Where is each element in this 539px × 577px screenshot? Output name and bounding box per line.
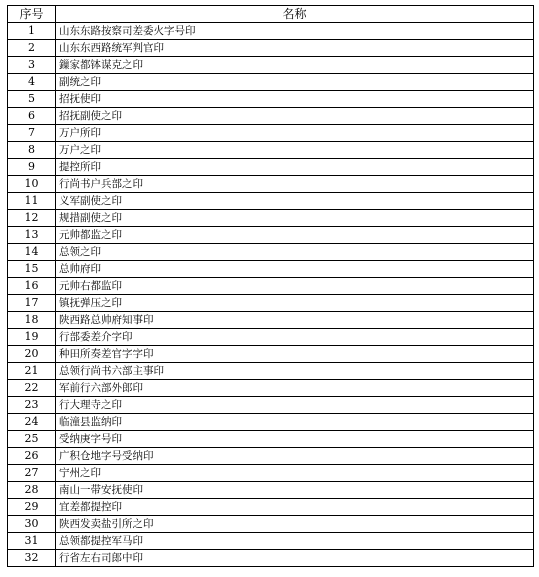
row-name-cell: 宁州之印 [56,465,534,482]
row-number-cell: 2 [8,40,56,57]
table-row [8,261,534,278]
table-row [8,227,534,244]
table-row [8,397,534,414]
row-name-cell: 元帅都监之印 [56,227,534,244]
row-name-cell: 陕西发卖盐引所之印 [56,516,534,533]
row-number-cell: 8 [8,142,56,159]
row-number-cell: 17 [8,295,56,312]
row-number-cell: 13 [8,227,56,244]
table-row [8,550,534,567]
table-row [8,363,534,380]
table-row [8,431,534,448]
row-name-cell: 总领行尚书六部主事印 [56,363,534,380]
row-name-cell: 南山一带安抚使印 [56,482,534,499]
row-number-cell: 31 [8,533,56,550]
row-number-cell: 1 [8,23,56,40]
table-row [8,295,534,312]
row-name-cell: 行大理寺之印 [56,397,534,414]
row-number-cell: 26 [8,448,56,465]
row-number-cell: 30 [8,516,56,533]
row-number-cell: 10 [8,176,56,193]
table-row [8,533,534,550]
row-number-cell: 29 [8,499,56,516]
row-number-cell: 15 [8,261,56,278]
table-row [8,159,534,176]
table-row [8,74,534,91]
table-row [8,329,534,346]
row-number-cell: 27 [8,465,56,482]
table-row [8,278,534,295]
row-name-cell: 万户所印 [56,125,534,142]
row-name-cell: 总领都提控军马印 [56,533,534,550]
row-name-cell: 镇抚弹压之印 [56,295,534,312]
table-row [8,142,534,159]
table-row [8,482,534,499]
row-number-cell: 7 [8,125,56,142]
row-name-cell: 总帅府印 [56,261,534,278]
header-number: 序号 [8,6,56,23]
row-name-cell: 行尚书户兵部之印 [56,176,534,193]
row-name-cell: 提控所印 [56,159,534,176]
row-number-cell: 14 [8,244,56,261]
row-number-cell: 16 [8,278,56,295]
row-name-cell: 行部委差介字印 [56,329,534,346]
row-name-cell: 行省左右司郎中印 [56,550,534,567]
row-name-cell: 山东东西路统军判官印 [56,40,534,57]
row-number-cell: 18 [8,312,56,329]
row-number-cell: 32 [8,550,56,567]
row-number-cell: 25 [8,431,56,448]
seal-table [7,5,534,567]
row-number-cell: 28 [8,482,56,499]
row-name-cell: 鏁家都钵谋克之印 [56,57,534,74]
row-name-cell: 受纳庚字号印 [56,431,534,448]
row-name-cell: 元帅右都监印 [56,278,534,295]
header-row [8,6,534,23]
row-name-cell: 山东东路按察司差委火字号印 [56,23,534,40]
table-row [8,414,534,431]
table-row [8,499,534,516]
row-name-cell: 广积仓地字号受纳印 [56,448,534,465]
row-number-cell: 19 [8,329,56,346]
table-row [8,516,534,533]
table-row [8,210,534,227]
row-name-cell: 总领之印 [56,244,534,261]
table-body [8,23,534,567]
row-number-cell: 23 [8,397,56,414]
table-row [8,108,534,125]
table-row [8,23,534,40]
row-name-cell: 招抚使印 [56,91,534,108]
row-number-cell: 9 [8,159,56,176]
row-name-cell: 陕西路总帅府知事印 [56,312,534,329]
row-number-cell: 11 [8,193,56,210]
row-number-cell: 22 [8,380,56,397]
row-name-cell: 规措副使之印 [56,210,534,227]
row-name-cell: 临潼县监纳印 [56,414,534,431]
row-name-cell: 万户之印 [56,142,534,159]
row-name-cell: 宜差都提控印 [56,499,534,516]
row-number-cell: 4 [8,74,56,91]
row-name-cell: 义军副使之印 [56,193,534,210]
seal-table-container [7,5,534,567]
row-number-cell: 5 [8,91,56,108]
table-row [8,346,534,363]
row-number-cell: 20 [8,346,56,363]
table-row [8,465,534,482]
row-number-cell: 6 [8,108,56,125]
table-row [8,312,534,329]
header-name: 名称 [56,6,534,23]
row-number-cell: 24 [8,414,56,431]
table-row [8,244,534,261]
row-number-cell: 21 [8,363,56,380]
row-number-cell: 12 [8,210,56,227]
table-row [8,448,534,465]
table-row [8,125,534,142]
row-name-cell: 副统之印 [56,74,534,91]
table-row [8,380,534,397]
row-name-cell: 种田所奏差官字字印 [56,346,534,363]
row-number-cell: 3 [8,57,56,74]
table-row [8,91,534,108]
table-row [8,176,534,193]
row-name-cell: 军前行六部外郎印 [56,380,534,397]
row-name-cell: 招抚副使之印 [56,108,534,125]
table-row [8,40,534,57]
table-row [8,193,534,210]
table-row [8,57,534,74]
